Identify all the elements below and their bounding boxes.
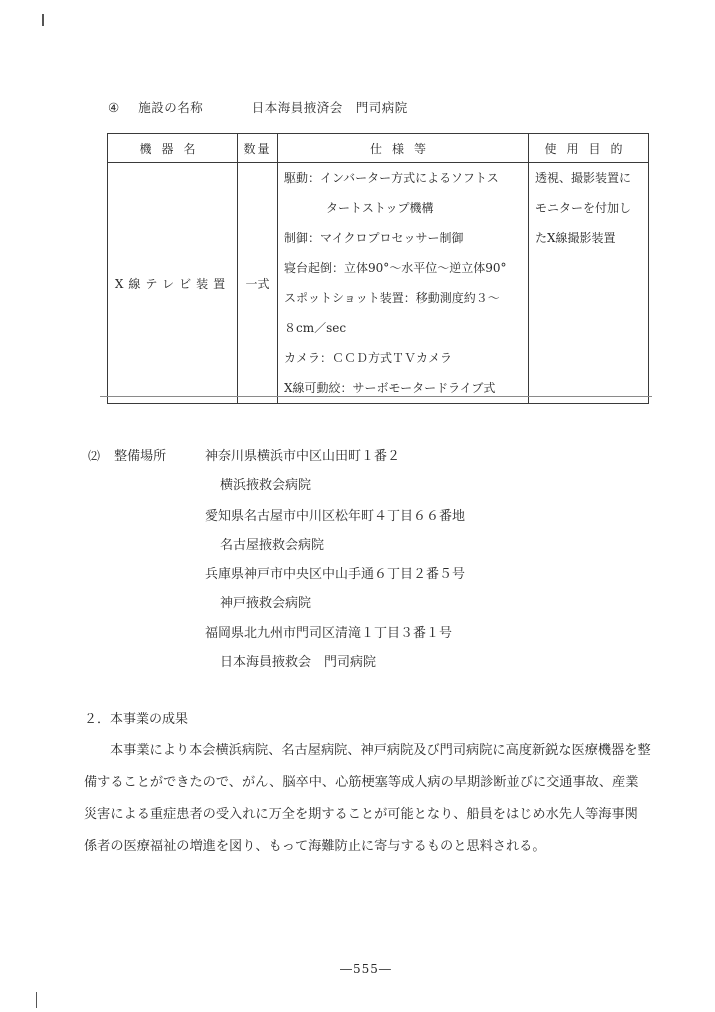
paragraph-line: 係者の医療福祉の増進を図り、もって海難防止に寄与するものと思料される。 (84, 839, 546, 854)
table-bottom-rule (100, 396, 652, 397)
spec-line: 寝台起倒：立体90°～水平位～逆立体90° (284, 261, 507, 275)
spec-line: X線可動絞：サーボモータードライブ式 (284, 381, 496, 395)
spec-line: 駆動：インバーター方式によるソフトス (284, 171, 499, 185)
spec-line: カメラ：ＣＣＤ方式ＴＶカメラ (284, 351, 453, 365)
scan-mark-top (42, 14, 44, 26)
locations-heading (88, 445, 166, 464)
locations-label: 整備場所 (114, 449, 167, 464)
cell-qty: 一式 (238, 163, 278, 404)
header-device: 機器名 (108, 134, 238, 163)
header-purpose: 使用目的 (529, 134, 649, 163)
paragraph-line: 備することができたので、がん、脳卒中、心筋梗塞等成人病の早期診断並びに交通事故、産業 (84, 775, 639, 790)
facility-number: ④ (108, 100, 120, 115)
spec-line: 制御：マイクロプロセッサー制御 (284, 231, 464, 245)
scan-mark-bottom (36, 992, 37, 1008)
purpose-line: モニターを付加し (535, 201, 632, 215)
facility-name: 日本海員掖済会 門司病院 (251, 100, 408, 115)
location-address: 神奈川県横浜市中区山田町１番２ (205, 449, 401, 464)
table-header-row (108, 134, 649, 163)
location-address: 福岡県北九州市門司区清滝１丁目３番１号 (205, 626, 453, 641)
spec-line: スポットショット装置：移動測度約３～ (284, 291, 500, 305)
page-number: ―555― (340, 962, 392, 976)
equipment-table (107, 133, 649, 404)
header-spec: 仕様等 (278, 134, 529, 163)
facility-line (108, 98, 408, 116)
spec-line: タートストップ機構 (326, 201, 434, 215)
header-qty: 数量 (238, 134, 278, 163)
table-row (108, 163, 649, 404)
results-paragraph (84, 735, 659, 863)
spec-line: ８cm／sec (284, 321, 347, 335)
purpose-line: 透視、撮影装置に (535, 171, 632, 185)
cell-spec (278, 163, 529, 404)
section-heading: ２．本事業の成果 (84, 712, 189, 727)
cell-purpose (529, 163, 649, 404)
location-hospital: 日本海員掖救会 門司病院 (220, 655, 377, 670)
locations-number: ⑵ (88, 449, 101, 463)
location-hospital: 神戸掖救会病院 (220, 596, 312, 611)
location-hospital: 横浜掖救会病院 (220, 478, 312, 493)
purpose-line: たX線撮影装置 (535, 231, 616, 245)
cell-device: X線テレビ装置 (108, 163, 238, 404)
paragraph-line: 災害による重症患者の受入れに万全を期することが可能となり、船員をはじめ水先人等海事関 (84, 807, 638, 822)
location-hospital: 名古屋掖救会病院 (220, 538, 325, 553)
paragraph-line: 本事業により本会横浜病院、名古屋病院、神戸病院及び門司病院に高度新鋭な医療機器を整 (110, 743, 651, 758)
facility-label: 施設の名称 (138, 100, 204, 115)
location-address: 兵庫県神戸市中央区中山手通６丁目２番５号 (205, 567, 466, 582)
location-address: 愛知県名古屋市中川区松年町４丁目６６番地 (205, 509, 466, 524)
